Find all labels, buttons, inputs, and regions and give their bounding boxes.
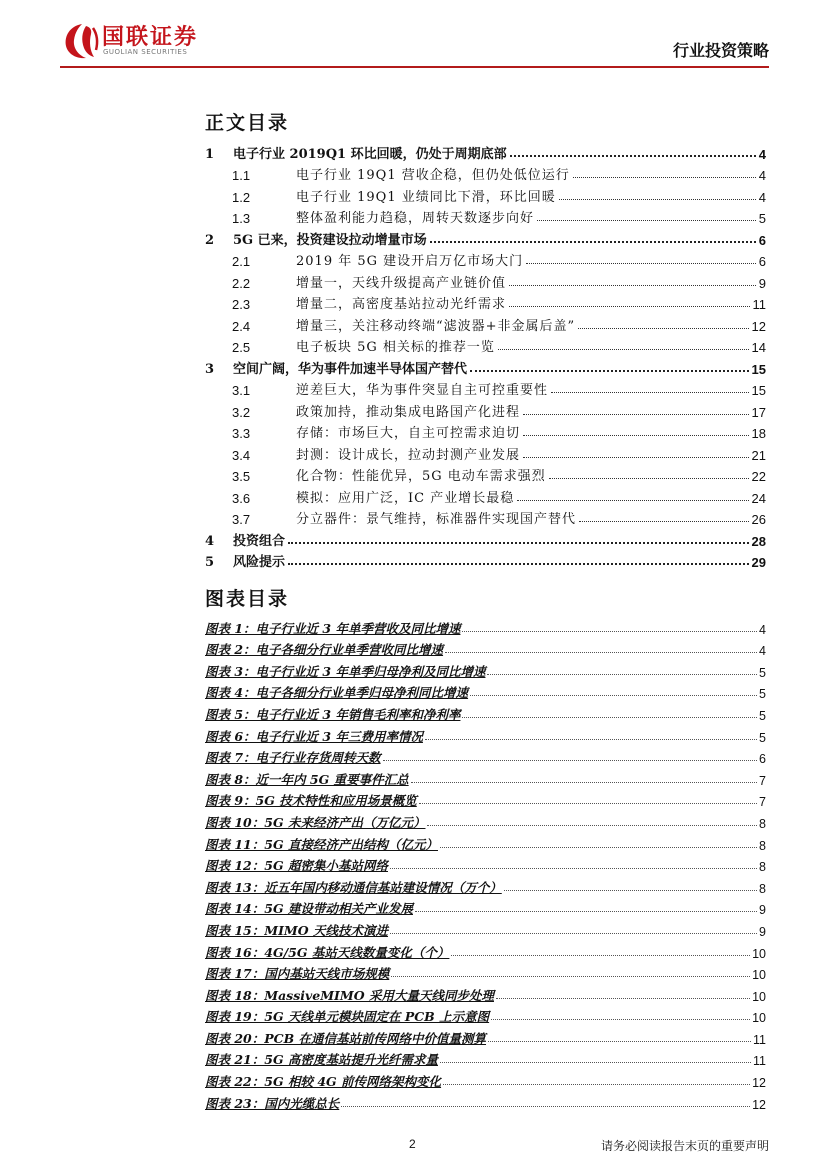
- figure-list-link[interactable]: [205, 680, 766, 702]
- figure-item-text: 图表 10：5G 未来经济产出（万亿元）: [205, 814, 426, 830]
- dot-leader: [391, 976, 750, 977]
- dot-leader: [578, 328, 748, 329]
- figure-list-link[interactable]: [205, 917, 766, 939]
- dot-leader: [383, 760, 757, 761]
- figure-list-link[interactable]: [205, 1090, 766, 1112]
- toc-item-page: 17: [751, 404, 766, 420]
- figure-item-text: 图表 3：电子行业近 3 年单季归母净利及同比增速: [205, 663, 486, 679]
- dot-leader: [491, 1019, 750, 1020]
- figure-item-page: 4: [759, 644, 766, 659]
- dot-leader: [440, 847, 757, 848]
- toc-item-text: 化合物：性能优异，5G 电动车需求强烈: [296, 469, 546, 484]
- dot-leader: [451, 955, 750, 956]
- toc-item-page: 22: [751, 469, 766, 484]
- toc-item-page: 11: [752, 297, 766, 312]
- dot-leader: [549, 478, 749, 479]
- figure-item-page: 5: [759, 665, 766, 680]
- toc-item-page: 15: [751, 361, 766, 377]
- toc-chapter-link[interactable]: [205, 549, 766, 571]
- toc-item-text: 逆差巨大，华为事件突显自主可控重要性: [296, 383, 549, 398]
- dot-leader: [523, 435, 749, 436]
- figure-list-link[interactable]: [205, 896, 766, 918]
- dot-leader: [425, 739, 757, 740]
- dot-leader: [288, 563, 749, 565]
- dot-leader: [470, 695, 757, 696]
- figure-list-link[interactable]: [205, 809, 766, 831]
- toc-item-page: 6: [758, 254, 766, 269]
- toc-item-number: 1.1: [232, 168, 251, 183]
- figure-item-page: 11: [753, 1032, 766, 1047]
- toc-item-page: 21: [751, 447, 766, 463]
- figure-item-page: 8: [759, 838, 766, 853]
- figure-list-link[interactable]: [205, 766, 766, 788]
- toc-item-number: 5: [205, 555, 215, 570]
- toc-item-text: 存储：市场巨大，自主可控需求迫切: [296, 426, 521, 441]
- figure-list-link[interactable]: [205, 637, 766, 659]
- toc-item-page: 9: [758, 275, 766, 291]
- dot-leader: [509, 285, 756, 286]
- logo-text: 国联证券: [102, 25, 199, 50]
- figure-item-page: 10: [752, 989, 766, 1004]
- toc-section-link[interactable]: [205, 248, 766, 270]
- figure-item-text: 图表 5：电子行业近 3 年销售毛利率和净利率: [205, 706, 461, 722]
- figure-item-text: 图表 18：MassiveMIMO 采用大量天线同步处理: [205, 987, 494, 1003]
- toc-item-page: 24: [751, 490, 766, 506]
- toc-item-text: 模拟：应用广泛，IC 产业增长最稳: [296, 490, 515, 506]
- dot-leader: [288, 542, 749, 544]
- figure-item-text: 图表 6：电子行业近 3 年三费用率情况: [205, 728, 423, 744]
- toc-section-link[interactable]: [205, 334, 766, 356]
- figure-list-link[interactable]: [205, 1068, 766, 1090]
- dot-leader: [470, 370, 749, 372]
- toc-chapter-link[interactable]: [205, 226, 766, 248]
- toc-item-text: 分立器件：景气维持，标准器件实现国产替代: [296, 512, 577, 527]
- toc-item-number: 2.3: [232, 297, 251, 312]
- toc-item-page: 4: [758, 189, 766, 205]
- figure-list-link[interactable]: [205, 745, 766, 767]
- figure-item-page: 5: [759, 687, 766, 702]
- toc-item-page: 18: [751, 426, 766, 441]
- toc-section-link[interactable]: [205, 441, 766, 463]
- dot-leader: [427, 825, 757, 826]
- figure-list-link[interactable]: [205, 788, 766, 810]
- toc-item-text: 电子板块 5G 相关标的推荐一览: [296, 340, 495, 355]
- header-title: 行业投资策略: [672, 41, 769, 60]
- dot-leader: [517, 500, 748, 501]
- toc-item-text: 增量一，天线升级提高产业链价值: [296, 275, 507, 291]
- toc-section-link[interactable]: [205, 269, 766, 291]
- figure-list-link[interactable]: [205, 1004, 766, 1026]
- toc-item-number: 3.7: [232, 512, 251, 527]
- dot-leader: [341, 1106, 750, 1107]
- figure-list-link[interactable]: [205, 961, 766, 983]
- figure-item-page: 12: [752, 1076, 766, 1091]
- dot-leader: [443, 1084, 750, 1085]
- figure-item-text: 图表 7：电子行业存货周转天数: [205, 750, 381, 766]
- dot-leader: [526, 263, 756, 264]
- page-number: 2: [409, 1137, 416, 1151]
- toc-item-number: 3.6: [232, 490, 251, 506]
- dot-leader: [390, 868, 757, 869]
- figure-item-page: 8: [759, 881, 766, 896]
- toc-item-page: 26: [751, 512, 766, 527]
- figure-item-text: 图表 14：5G 建设带动相关产业发展: [205, 901, 413, 917]
- dot-leader: [487, 674, 757, 675]
- toc-item-number: 4: [205, 533, 215, 549]
- figure-item-page: 10: [752, 968, 766, 983]
- dot-leader: [509, 306, 749, 307]
- figure-item-page: 11: [753, 1054, 766, 1069]
- dot-leader: [462, 717, 757, 718]
- figure-item-page: 8: [759, 816, 766, 831]
- figure-item-page: 7: [759, 773, 766, 788]
- figure-item-page: 4: [759, 622, 766, 637]
- figure-item-text: 图表 1：电子行业近 3 年单季营收及同比增速: [205, 620, 461, 636]
- figure-list-link[interactable]: [205, 831, 766, 853]
- dot-leader: [419, 803, 757, 804]
- dot-leader: [523, 457, 749, 458]
- figure-item-text: 图表 11：5G 直接经济产出结构（亿元）: [205, 836, 438, 852]
- toc-section-link[interactable]: [205, 312, 766, 334]
- figure-item-text: 图表 15：MIMO 天线技术演进: [205, 922, 389, 938]
- figure-item-page: 9: [759, 903, 766, 918]
- toc-section-link[interactable]: [205, 291, 766, 313]
- figure-item-text: 图表 23：国内光缆总长: [205, 1095, 340, 1111]
- toc-item-page: 6: [758, 232, 766, 248]
- toc-item-number: 3.4: [232, 447, 251, 463]
- dot-leader: [523, 414, 749, 415]
- dot-leader: [488, 1041, 751, 1042]
- figure-item-page: 9: [759, 924, 766, 939]
- toc-item-text: 空间广阔，华为事件加速半导体国产替代: [233, 361, 468, 377]
- logo-subtitle: GUOLIAN SECURITIES: [103, 48, 188, 56]
- figure-list-link[interactable]: [205, 723, 766, 745]
- figure-item-text: 图表 20：PCB 在通信基站前传网络中价值量测算: [205, 1030, 487, 1046]
- dot-leader: [411, 782, 757, 783]
- disclaimer-note: 请务必阅读报告末页的重要声明: [600, 1139, 769, 1153]
- toc-item-text: 投资组合: [233, 533, 286, 549]
- toc-item-page: 5: [758, 211, 766, 226]
- figure-item-page: 8: [759, 860, 766, 875]
- figure-item-text: 图表 4：电子各细分行业单季归母净利同比增速: [205, 685, 469, 701]
- toc-item-number: 2.2: [232, 275, 251, 291]
- toc-section-link[interactable]: [205, 463, 766, 485]
- figure-list-link[interactable]: [205, 658, 766, 680]
- figure-list-link[interactable]: [205, 874, 766, 896]
- figure-list-link[interactable]: [205, 701, 766, 723]
- toc-item-number: 3.3: [232, 426, 251, 441]
- toc-title: 正文目录: [205, 112, 290, 134]
- toc-section-link[interactable]: [205, 205, 766, 227]
- toc-item-page: 4: [758, 168, 766, 183]
- toc-item-text: 电子行业 19Q1 业绩同比下滑，环比回暖: [296, 189, 556, 205]
- figure-item-text: 图表 2：电子各细分行业单季营收同比增速: [205, 642, 444, 658]
- toc-section-link[interactable]: [205, 183, 766, 205]
- toc-item-number: 1.3: [232, 211, 251, 226]
- toc-section-link[interactable]: [205, 420, 766, 442]
- toc-section-link[interactable]: [205, 506, 766, 528]
- dot-leader: [462, 631, 757, 632]
- toc-item-page: 4: [758, 146, 766, 162]
- figure-item-text: 图表 17：国内基站天线市场规模: [205, 966, 390, 982]
- toc-item-text: 整体盈利能力趋稳，周转天数逐步向好: [296, 211, 535, 226]
- toc-item-number: 1.2: [232, 189, 251, 205]
- toc-item-number: 2.5: [232, 340, 251, 355]
- figure-item-text: 图表 21：5G 高密度基站提升光纤需求量: [205, 1052, 438, 1068]
- toc-item-text: 风险提示: [233, 555, 286, 570]
- toc-chapter-link[interactable]: [205, 355, 766, 377]
- dot-leader: [498, 349, 749, 350]
- figure-list-title: 图表目录: [205, 588, 290, 610]
- toc-item-number: 3.5: [232, 469, 251, 484]
- toc-section-link[interactable]: [205, 377, 766, 399]
- dot-leader: [415, 911, 757, 912]
- toc-chapter-link[interactable]: [205, 527, 766, 549]
- dot-leader: [573, 177, 756, 178]
- toc-item-number: 3.1: [232, 383, 251, 398]
- figure-item-page: 10: [752, 1011, 766, 1026]
- dot-leader: [390, 933, 757, 934]
- toc-item-number: 3.2: [232, 404, 251, 420]
- dot-leader: [430, 241, 756, 243]
- figure-item-text: 图表 8：近一年内 5G 重要事件汇总: [205, 771, 409, 787]
- toc-section-link[interactable]: [205, 162, 766, 184]
- toc-item-number: 3: [205, 361, 215, 377]
- toc-item-text: 2019 年 5G 建设开启万亿市场大门: [296, 254, 524, 269]
- toc-chapter-link[interactable]: [205, 140, 766, 162]
- toc-item-page: 28: [751, 533, 766, 549]
- figure-item-text: 图表 19：5G 天线单元模块固定在 PCB 上示意图: [205, 1009, 490, 1025]
- dot-leader: [440, 1062, 751, 1063]
- dot-leader: [579, 521, 749, 522]
- toc-item-text: 5G 已来，投资建设拉动增量市场: [233, 232, 427, 248]
- dot-leader: [551, 392, 749, 393]
- figure-item-text: 图表 12：5G 超密集小基站网络: [205, 858, 388, 874]
- figure-item-page: 5: [759, 708, 766, 723]
- toc-item-text: 封测：设计成长，拉动封测产业发展: [296, 447, 521, 463]
- figure-item-page: 5: [759, 730, 766, 745]
- figure-list: [205, 615, 766, 1112]
- figure-list-link[interactable]: [205, 982, 766, 1004]
- figure-item-page: 6: [759, 752, 766, 767]
- dot-leader: [559, 199, 756, 200]
- figure-item-text: 图表 9：5G 技术特性和应用场景概览: [205, 793, 417, 809]
- dot-leader: [510, 155, 756, 157]
- figure-list-link[interactable]: [205, 1047, 766, 1069]
- dot-leader: [504, 890, 757, 891]
- toc-section-link[interactable]: [205, 484, 766, 506]
- toc-item-number: 1: [205, 146, 215, 162]
- toc-item-number: 2.1: [232, 254, 251, 269]
- toc-item-page: 15: [751, 383, 766, 398]
- figure-item-page: 12: [752, 1097, 766, 1112]
- toc-item-text: 电子行业 2019Q1 环比回暖，仍处于周期底部: [233, 146, 507, 162]
- toc-item-text: 政策加持，推动集成电路国产化进程: [296, 404, 521, 420]
- figure-list-link[interactable]: [205, 1025, 766, 1047]
- toc-item-text: 电子行业 19Q1 营收企稳，但仍处低位运行: [296, 168, 570, 183]
- figure-list-link[interactable]: [205, 939, 766, 961]
- figure-item-text: 图表 13：近五年国内移动通信基站建设情况（万个）: [205, 879, 502, 895]
- toc-item-text: 增量二，高密度基站拉动光纤需求: [296, 297, 507, 312]
- toc-item-text: 增量三，关注移动终端“滤波器+非金属后盖”: [296, 318, 576, 334]
- toc-item-page: 14: [751, 340, 766, 355]
- dot-leader: [496, 998, 750, 999]
- figure-list-link[interactable]: [205, 615, 766, 637]
- toc-item-page: 12: [751, 318, 766, 334]
- figure-item-text: 图表 22：5G 相较 4G 前传网络架构变化: [205, 1074, 442, 1090]
- dot-leader: [537, 220, 756, 221]
- toc-list: [205, 140, 766, 570]
- figure-item-page: 7: [759, 795, 766, 810]
- toc-item-number: 2: [205, 232, 215, 248]
- figure-item-text: 图表 16：4G/5G 基站天线数量变化（个）: [205, 944, 450, 960]
- figure-list-link[interactable]: [205, 853, 766, 875]
- toc-section-link[interactable]: [205, 398, 766, 420]
- dot-leader: [445, 652, 757, 653]
- header-divider: [60, 66, 769, 68]
- toc-item-number: 2.4: [232, 318, 251, 334]
- toc-item-page: 29: [751, 555, 766, 570]
- figure-item-page: 10: [752, 946, 766, 961]
